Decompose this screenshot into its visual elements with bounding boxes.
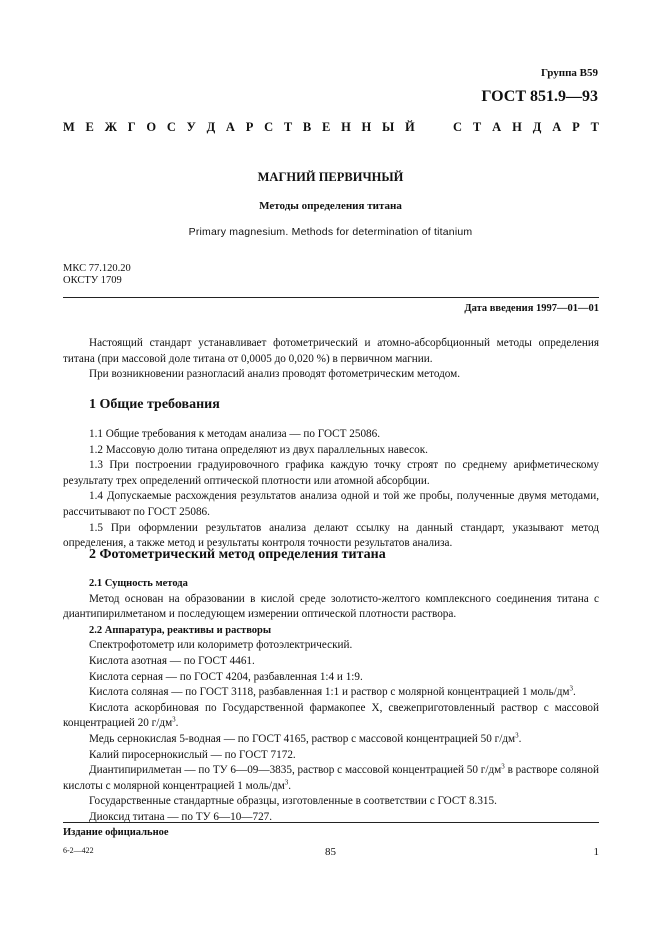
reagent-item [63,763,599,794]
superscript: 3 [515,731,519,740]
banner-word-2 [453,120,599,135]
intro-paragraph-1: Настоящий стандарт устанавливает фотометрический и атомно-абсорбционный методы определения титана (при массовой доле титана от 0,0005 до 0,020 %) в первичном магнии. [63,337,599,365]
mks-code: МКС 77.120.20 [63,263,131,274]
english-title: Primary magnesium. Methods for determination of titanium [188,226,473,238]
item-1-4: 1.4 Допускаемые расхождения результатов анализа одной и той же пробы, полученные двумя методами, рассчитывают по ГОСТ 25086. [63,490,599,518]
banner-letter: У [186,120,196,134]
period: . [175,717,179,730]
period: . [288,779,292,792]
header-divider [63,297,599,298]
banner-letter: А [552,120,562,134]
footer-divider [63,822,599,823]
banner-letter: Т [472,120,482,134]
page-number: 85 [325,846,336,858]
banner-letter: Ы [382,120,395,134]
banner-letter: В [302,120,312,134]
banner-letter: А [225,120,235,134]
banner-letter: Т [283,120,293,134]
banner-letter: Г [127,120,136,134]
reagent-item [63,685,599,701]
banner-letter: О [146,120,157,134]
banner-letter: Т [590,120,599,134]
section-2-body [63,576,599,826]
intro-paragraph-2: При возникновении разногласий анализ проводят фотометрическим методом. [89,368,461,381]
item-1-1: 1.1 Общие требования к методам анализа — по ГОСТ 25086. [89,428,381,440]
group-code: Группа В59 [540,67,598,79]
reagent-item: Диоксид титана — по ТУ 6—10—727. [89,810,273,823]
superscript: 3 [501,762,505,771]
section-1-heading: 1 Общие требования [89,397,220,412]
banner-letter: Н [512,120,522,134]
banner-letter: С [166,120,176,134]
period: . [518,732,522,745]
banner-letter: Н [341,120,351,134]
item-1-5: 1.5 При оформлении результатов анализа делают ссылку на данный стандарт, указывают метод определения, а также метод и результаты контроля точности результатов анализа. [63,521,599,550]
document-title: МАГНИЙ ПЕРВИЧНЫЙ [257,170,404,184]
period: . [573,686,576,699]
banner-letter: С [264,120,274,134]
item-1-3: 1.3 При построении градуировочного графика каждую точку строят по среднему арифметическому результату трех определений оптической плотности или атомной абсорбции. [63,459,599,487]
reagent-item: Спектрофотометр или колориметр фотоэлектрический. [89,639,353,652]
banner-letter: Е [321,120,331,134]
classification-codes [63,263,131,287]
reagent-item: Государственные стандартные образцы, изготовленные в соответствии с ГОСТ 8.315. [89,795,497,808]
banner-letter: Й [405,120,415,134]
item-1-2: 1.2 Массовую долю титана определяют из двух параллельных навесок. [89,443,428,456]
intro-block [63,336,599,383]
banner-letter: Р [572,120,580,134]
subsection-2-2-heading: 2.2 Аппаратура, реактивы и растворы [89,624,272,636]
reagent-item [63,701,599,732]
reagent-text: Кислота соляная — по ГОСТ 3118, разбавленная 1:1 и раствор с молярной концентрацией 1 моль/дм [89,686,570,699]
gost-number: ГОСТ 851.9—93 [481,88,598,105]
banner-word-1 [63,120,415,135]
section-2-heading: 2 Фотометрический метод определения титана [89,547,386,562]
document-subtitle: Методы определения титана [259,200,402,212]
banner-letter: Е [85,120,94,134]
banner-letter: Д [206,120,216,134]
reagent-item: Кислота азотная — по ГОСТ 4461. [89,654,255,667]
section-1-items [63,427,599,552]
banner-letter: С [453,120,463,134]
reagent-text: Медь сернокислая 5-водная — по ГОСТ 4165, раствор с массовой концентрацией 50 г/дм [89,732,516,745]
superscript: 3 [284,777,289,786]
reagent-text: Диантипирилметан — по ТУ 6—09—3835, раствор с массовой концентрацией 50 г/дм [89,764,502,777]
reagent-item [63,732,599,748]
superscript: 3 [569,684,574,693]
sheet-number: 1 [593,846,599,858]
banner-letter: М [63,120,75,134]
banner-letter: Д [532,120,542,134]
section-2 [63,547,599,563]
banner-letter: Ж [104,120,117,134]
official-edition-label: Издание официальное [63,827,169,838]
okstu-code: ОКСТУ 1709 [63,275,122,286]
interstate-standard-banner [63,120,599,135]
subsection-2-1-text: Метод основан на образовании в кислой среде золотисто-желтого комплексного соединения титана с диантипирилметаном и последующем измерении оптической плотности раствора. [63,592,599,621]
reagent-text-tail: в растворе соляной кислоты с молярной концентрацией 1 моль/дм [63,764,599,792]
superscript: 3 [172,715,176,724]
reagent-text: Кислота аскорбиновая по Государственной фармакопее X, свежеприготовленный раствор с массовой концентрацией 20 г/дм [63,701,599,730]
subsection-2-1-heading: 2.1 Сущность метода [89,578,188,589]
section-1 [63,397,599,413]
print-code: 6-2—422 [63,846,94,855]
banner-letter: Н [361,120,372,134]
reagent-item: Калий пиросернокислый — по ГОСТ 7172. [89,748,296,761]
banner-letter: А [492,120,502,134]
reagent-item: Кислота серная — по ГОСТ 4204, разбавленная 1:4 и 1:9. [89,670,363,683]
effective-date: Дата введения 1997—01—01 [464,303,599,314]
banner-letter: Р [245,120,254,134]
